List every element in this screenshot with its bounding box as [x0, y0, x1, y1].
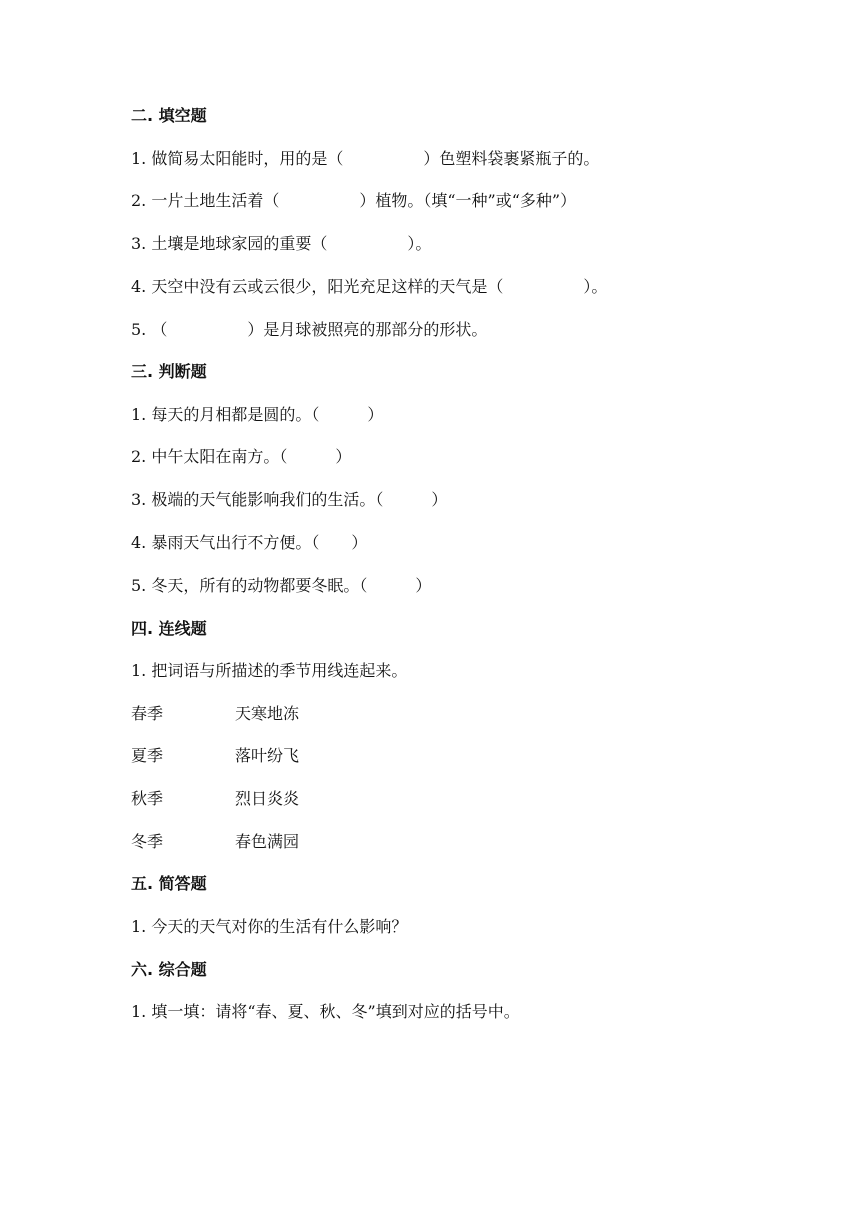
matching-right-item: 春色满园 — [235, 832, 300, 851]
matching-left-item: 夏季 — [131, 746, 164, 765]
matching-right-item: 天寒地冻 — [235, 704, 300, 723]
fill-blank-question-5: 5. （ ）是月球被照亮的那部分的形状。 — [131, 320, 488, 339]
fill-blank-question-2: 2. 一片土地生活着（ ）植物。（填“一种”或“多种”） — [131, 191, 577, 210]
true-false-question-2: 2. 中午太阳在南方。（ ） — [131, 447, 352, 466]
true-false-question-3: 3. 极端的天气能影响我们的生活。（ ） — [131, 490, 448, 509]
short-answer-question-1: 1. 今天的天气对你的生活有什么影响？ — [131, 917, 408, 936]
true-false-question-5: 5. 冬天，所有的动物都要冬眠。（ ） — [131, 576, 432, 595]
matching-left-item: 冬季 — [131, 832, 164, 851]
section-heading-fill-blank: 二. 填空题 — [131, 106, 207, 125]
section-heading-short-answer: 五. 简答题 — [131, 874, 207, 893]
fill-blank-question-3: 3. 土壤是地球家园的重要（ ）。 — [131, 234, 432, 253]
matching-right-item: 落叶纷飞 — [235, 746, 300, 765]
comprehensive-question-1: 1. 填一填：请将“春、夏、秋、冬”填到对应的括号中。 — [131, 1002, 520, 1021]
section-heading-comprehensive: 六. 综合题 — [131, 960, 207, 979]
true-false-question-4: 4. 暴雨天气出行不方便。（ ） — [131, 533, 368, 552]
section-heading-matching: 四. 连线题 — [131, 619, 207, 638]
fill-blank-question-4: 4. 天空中没有云或云很少，阳光充足这样的天气是（ ）。 — [131, 277, 608, 296]
matching-right-item: 烈日炎炎 — [235, 789, 300, 808]
matching-left-item: 春季 — [131, 704, 164, 723]
section-heading-true-false: 三. 判断题 — [131, 362, 207, 381]
true-false-question-1: 1. 每天的月相都是圆的。（ ） — [131, 405, 384, 424]
matching-left-item: 秋季 — [131, 789, 164, 808]
matching-prompt: 1. 把词语与所描述的季节用线连起来。 — [131, 661, 408, 680]
fill-blank-question-1: 1. 做简易太阳能时，用的是（ ）色塑料袋裹紧瓶子的。 — [131, 149, 600, 168]
